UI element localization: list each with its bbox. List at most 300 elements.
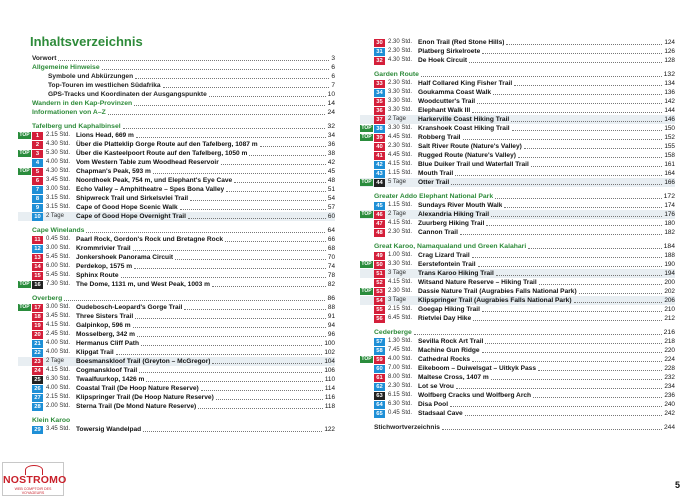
duration: 2.30 Std.	[388, 48, 413, 54]
entry-label: Overberg	[32, 295, 63, 302]
entry-label: Klein Karoo	[32, 417, 71, 424]
tour-name: Stadsaal Cave	[418, 410, 463, 417]
page-ref: 242	[664, 410, 675, 417]
tour-number-badge: 42	[374, 161, 385, 169]
toc-entry[interactable]	[374, 423, 675, 432]
tour-row[interactable]	[18, 271, 335, 280]
tour-row[interactable]	[18, 140, 335, 149]
tour-row[interactable]	[360, 373, 675, 382]
page-ref: 172	[663, 193, 675, 200]
duration: 2.30 Std.	[388, 143, 413, 149]
section-heading[interactable]	[32, 63, 335, 72]
tour-number-badge: 40	[374, 143, 385, 151]
tour-number-badge: 10	[32, 213, 43, 221]
tour-row[interactable]	[18, 357, 335, 366]
page-ref: 38	[327, 150, 335, 157]
tour-row[interactable]	[18, 203, 335, 212]
tour-name: Cape of Good Hope Scenic Walk	[76, 204, 178, 211]
tour-name: Boesmanskloof Trail (Greyton – McGregor)	[76, 358, 211, 365]
duration: 3.30 Std.	[388, 98, 413, 104]
leader-dots	[414, 330, 662, 335]
duration: 5.45 Std.	[46, 272, 71, 278]
page-ref: 176	[664, 211, 675, 218]
duration: 4.15 Std.	[388, 161, 413, 167]
duration: 7.30 Std.	[46, 281, 71, 287]
tour-row[interactable]	[360, 314, 675, 323]
page-ref: 66	[327, 236, 335, 243]
tour-number-badge: 51	[374, 270, 385, 278]
tour-row[interactable]	[360, 97, 675, 106]
section-heading[interactable]	[32, 122, 335, 131]
tour-number-badge: 31	[374, 48, 385, 56]
tour-row[interactable]	[360, 79, 675, 88]
right-column	[360, 38, 675, 432]
top-badge: TOP	[361, 356, 372, 362]
duration: 4.00 Std.	[46, 349, 71, 355]
duration: 4.15 Std.	[388, 220, 413, 226]
leader-dots	[533, 393, 662, 398]
tour-row[interactable]	[360, 88, 675, 97]
globe-icon	[25, 465, 43, 475]
page-ref: 180	[664, 220, 675, 227]
page-ref: 34	[327, 132, 335, 139]
tour-number-badge: 28	[32, 403, 43, 411]
top-badge: TOP	[361, 288, 372, 294]
tour-row[interactable]	[18, 375, 335, 384]
tour-row[interactable]	[360, 178, 675, 187]
tour-row[interactable]	[360, 115, 675, 124]
tour-row[interactable]	[18, 425, 335, 434]
tour-row[interactable]	[18, 131, 335, 140]
tour-number-badge: 21	[32, 340, 43, 348]
page-ref: 86	[327, 295, 335, 302]
leader-dots	[249, 151, 326, 156]
page-ref: 126	[664, 48, 675, 55]
tour-row[interactable]	[18, 262, 335, 271]
tour-row[interactable]	[18, 212, 335, 221]
tour-row[interactable]	[360, 133, 675, 142]
leader-dots	[472, 357, 662, 362]
leader-dots	[136, 133, 326, 138]
tour-row[interactable]	[360, 38, 675, 47]
tour-row[interactable]	[360, 47, 675, 56]
section-heading[interactable]	[32, 108, 335, 117]
tour-row[interactable]	[18, 384, 335, 393]
leader-dots	[141, 341, 322, 346]
duration: 4.00 Std.	[388, 356, 413, 362]
page-ref: 218	[664, 338, 675, 345]
tour-row[interactable]	[360, 355, 675, 364]
tour-name: Perdekop, 1575 m	[76, 263, 133, 270]
leader-dots	[472, 253, 663, 258]
tour-number-badge: 25	[32, 376, 43, 384]
duration: 4.45 Std.	[388, 134, 413, 140]
duration: 2 Tage	[46, 358, 64, 364]
tour-number-badge: 11	[32, 236, 43, 244]
page-number: 5	[675, 480, 681, 490]
duration: 4.15 Std.	[46, 322, 71, 328]
tour-number-badge: 12	[32, 245, 43, 253]
tour-name: Vom Western Table zum Woodhead Reservoir	[76, 159, 219, 166]
tour-number-badge: 61	[374, 374, 385, 382]
tour-row[interactable]	[18, 253, 335, 262]
duration: 3.15 Std.	[46, 195, 71, 201]
tour-name: Salt River Route (Nature's Valley)	[418, 143, 522, 150]
tour-row[interactable]	[360, 210, 675, 219]
tour-name: Sphinx Route	[76, 272, 119, 279]
page-ref: 128	[664, 57, 675, 64]
tour-row[interactable]	[360, 346, 675, 355]
tour-row[interactable]	[360, 382, 675, 391]
leader-dots	[524, 144, 663, 149]
tour-name: Elephant Walk III	[418, 107, 471, 114]
tour-number-badge: 63	[374, 392, 385, 400]
entry-label: Stichwortverzeichnis	[374, 424, 440, 431]
tour-name: Noordhoek Peak, 754 m, und Elephant's Eye Cave	[76, 177, 233, 184]
leader-dots	[86, 228, 325, 233]
tour-number-badge: 24	[32, 367, 43, 375]
tour-name: Krommrivier Trail	[76, 245, 131, 252]
leader-dots	[184, 305, 326, 310]
tour-name: Cathedral Rocks	[418, 356, 471, 363]
page-ref: 110	[324, 376, 335, 383]
duration: 5.30 Std.	[46, 150, 71, 156]
leader-dots	[493, 90, 662, 95]
leader-dots	[139, 368, 322, 373]
tour-row[interactable]	[360, 251, 675, 260]
tour-row[interactable]	[360, 409, 675, 418]
leader-dots	[539, 280, 663, 285]
page-ref: 6	[331, 64, 335, 71]
tour-row[interactable]	[360, 296, 675, 305]
tour-number-badge: 17	[32, 304, 43, 312]
section-heading[interactable]	[32, 99, 335, 108]
tour-name: Shipwreck Trail und Sirkelsvlei Trail	[76, 195, 189, 202]
duration: 2.30 Std.	[388, 229, 413, 235]
leader-dots	[514, 81, 662, 86]
tour-name: Enon Trail (Red Stone Hills)	[418, 39, 505, 46]
tour-row[interactable]	[18, 149, 335, 158]
tour-row[interactable]	[18, 321, 335, 330]
tour-row[interactable]	[18, 348, 335, 357]
duration: 4.45 Std.	[388, 152, 413, 158]
tour-row[interactable]	[18, 235, 335, 244]
leader-dots	[146, 377, 322, 382]
leader-dots	[143, 427, 322, 432]
tour-number-badge: 48	[374, 229, 385, 237]
leader-dots	[175, 255, 326, 260]
toc-entry[interactable]	[48, 81, 335, 90]
leader-dots	[451, 180, 662, 185]
page-ref: 188	[664, 252, 675, 259]
tour-row[interactable]	[360, 160, 675, 169]
page-ref: 212	[664, 315, 675, 322]
section-heading[interactable]	[374, 242, 675, 251]
section-heading[interactable]	[32, 294, 335, 303]
duration: 7.45 Std.	[388, 347, 413, 353]
page-ref: 70	[327, 254, 335, 261]
tour-number-badge: 58	[374, 347, 385, 355]
duration: 8.00 Std.	[388, 374, 413, 380]
leader-dots	[506, 40, 662, 45]
top-badge: TOP	[361, 179, 372, 185]
page-ref: 78	[327, 272, 335, 279]
tour-row[interactable]	[360, 400, 675, 409]
duration: 2.45 Std.	[46, 331, 71, 337]
duration: 3.45 Std.	[46, 177, 71, 183]
tour-number-badge: 45	[374, 202, 385, 210]
tour-number-badge: 16	[32, 281, 43, 289]
leader-dots	[442, 425, 662, 430]
top-badge: TOP	[361, 125, 372, 131]
page-ref: 122	[324, 426, 335, 433]
page-ref: 14	[327, 100, 335, 107]
leader-dots	[134, 101, 325, 106]
tour-row[interactable]	[360, 106, 675, 115]
tour-name: Goukamma Coast Walk	[418, 89, 492, 96]
tour-name: Eikeboom – Duiwelsgat – Uitkyk Pass	[418, 365, 537, 372]
tour-number-badge: 52	[374, 279, 385, 287]
page-ref: 94	[327, 322, 335, 329]
tour-number-badge: 35	[374, 98, 385, 106]
leader-dots	[198, 404, 323, 409]
entry-label: Allgemeine Hinweise	[32, 64, 100, 71]
tour-row[interactable]	[360, 169, 675, 178]
page-ref: 68	[327, 245, 335, 252]
leader-dots	[153, 169, 326, 174]
page-ref: 118	[324, 403, 335, 410]
entry-label: Symbole und Abkürzungen	[48, 73, 134, 80]
page-ref: 244	[663, 424, 675, 431]
leader-dots	[460, 230, 662, 235]
section-heading[interactable]	[32, 226, 335, 235]
tour-row[interactable]	[18, 366, 335, 375]
top-badge: TOP	[361, 211, 372, 217]
tour-name: Witsand Nature Reserve – Hiking Trail	[418, 279, 537, 286]
tour-row[interactable]	[18, 244, 335, 253]
entry-label: Vorwort	[32, 55, 57, 62]
leader-dots	[528, 244, 661, 249]
tour-row[interactable]	[360, 305, 675, 314]
leader-dots	[491, 212, 662, 217]
tour-name: De Hoek Circuit	[418, 57, 468, 64]
tour-number-badge: 14	[32, 263, 43, 271]
tour-name: Maltese Cross, 1407 m	[418, 374, 489, 381]
page-ref: 206	[664, 297, 675, 304]
section-heading[interactable]	[32, 416, 335, 425]
page-ref: 114	[324, 385, 335, 392]
tour-name: Oudebosch-Leopard's Gorge Trail	[76, 304, 183, 311]
tour-number-badge: 57	[374, 338, 385, 346]
section-heading[interactable]	[374, 328, 675, 337]
leader-dots	[482, 307, 662, 312]
tour-row[interactable]	[18, 330, 335, 339]
tour-row[interactable]	[360, 151, 675, 160]
tour-row[interactable]	[18, 280, 335, 289]
page-ref: 88	[327, 304, 335, 311]
tour-name: Three Sisters Trail	[76, 313, 134, 320]
tour-row[interactable]	[360, 228, 675, 237]
leader-dots	[64, 296, 325, 301]
toc-entry[interactable]	[48, 72, 335, 81]
page-ref: 234	[664, 383, 675, 390]
leader-dots	[260, 142, 326, 147]
tour-row[interactable]	[18, 339, 335, 348]
leader-dots	[456, 384, 662, 389]
page-ref: 24	[327, 109, 335, 116]
leader-dots	[491, 375, 663, 380]
page-ref: 6	[331, 73, 335, 80]
duration: 2.30 Std.	[388, 80, 413, 86]
page-ref: 216	[663, 329, 675, 336]
leader-dots	[472, 108, 662, 113]
tour-name: Mosselberg, 342 m	[76, 331, 136, 338]
tour-number-badge: 39	[374, 134, 385, 142]
tour-row[interactable]	[360, 278, 675, 287]
duration: 2.30 Std.	[388, 39, 413, 45]
tour-name: Dassie Nature Trail (Augrabies Falls National Park)	[418, 288, 577, 295]
page-ref: 155	[664, 143, 675, 150]
tour-number-badge: 8	[32, 195, 43, 203]
page-ref: 124	[664, 39, 675, 46]
tour-number-badge: 15	[32, 272, 43, 280]
section-heading[interactable]	[374, 70, 675, 79]
tour-row[interactable]	[360, 142, 675, 151]
duration: 3.00 Std.	[46, 304, 71, 310]
tour-name: Über die Platteklip Gorge Route auf den Tafelberg, 1087 m	[76, 141, 258, 148]
leader-dots	[579, 289, 663, 294]
leader-dots	[463, 135, 663, 140]
leader-dots	[135, 314, 326, 319]
tour-row[interactable]	[18, 167, 335, 176]
page-ref: 182	[664, 229, 675, 236]
page-ref: 134	[664, 80, 675, 87]
tour-row[interactable]	[18, 402, 335, 411]
duration: 2.15 Std.	[46, 132, 71, 138]
tour-number-badge: 34	[374, 89, 385, 97]
tour-row[interactable]	[360, 219, 675, 228]
tour-row[interactable]	[18, 158, 335, 167]
tour-row[interactable]	[360, 269, 675, 278]
page-ref: 200	[664, 279, 675, 286]
entry-label: Cape Winelands	[32, 227, 85, 234]
tour-number-badge: 13	[32, 254, 43, 262]
tour-row[interactable]	[360, 391, 675, 400]
page-ref: 102	[324, 349, 335, 356]
tour-row[interactable]	[360, 201, 675, 210]
entry-label: Top-Touren im westlichen Südafrika	[48, 82, 161, 89]
tour-name: Coastal Trail (De Hoop Nature Reserve)	[76, 385, 199, 392]
tour-number-badge: 9	[32, 204, 43, 212]
tour-number-badge: 27	[32, 394, 43, 402]
tour-number-badge: 54	[374, 297, 385, 305]
tour-row[interactable]	[360, 287, 675, 296]
tour-number-badge: 3	[32, 150, 43, 158]
page-ref: 144	[664, 107, 675, 114]
tour-number-badge: 32	[374, 57, 385, 65]
tour-name: Disa Pool	[418, 401, 449, 408]
duration: 2.15 Std.	[388, 306, 413, 312]
page-ref: 142	[664, 98, 675, 105]
leader-dots	[450, 402, 662, 407]
leader-dots	[121, 273, 326, 278]
page-ref: 57	[327, 204, 335, 211]
duration: 3 Tage	[388, 297, 406, 303]
tour-row[interactable]	[18, 393, 335, 402]
page-ref: 236	[664, 392, 675, 399]
page-ref: 64	[327, 227, 335, 234]
duration: 6.15 Std.	[388, 392, 413, 398]
page-ref: 36	[327, 141, 335, 148]
tour-row[interactable]	[360, 337, 675, 346]
leader-dots	[163, 83, 330, 88]
leader-dots	[421, 72, 662, 77]
tour-number-badge: 23	[32, 358, 43, 366]
tour-row[interactable]	[360, 364, 675, 373]
leader-dots	[511, 117, 662, 122]
page-ref: 146	[664, 116, 675, 123]
tour-number-badge: 38	[374, 125, 385, 133]
tour-name: Kranshoek Coast Hiking Trail	[418, 125, 510, 132]
tour-number-badge: 19	[32, 322, 43, 330]
tour-number-badge: 36	[374, 107, 385, 115]
entry-label: Wandern in den Kap-Provinzen	[32, 100, 133, 107]
tour-number-badge: 5	[32, 168, 43, 176]
section-heading[interactable]	[374, 192, 675, 201]
page-ref: 150	[664, 125, 675, 132]
page-ref: 10	[327, 91, 335, 98]
duration: 1.15 Std.	[388, 202, 413, 208]
tour-number-badge: 49	[374, 252, 385, 260]
top-badge: TOP	[19, 150, 30, 156]
page-ref: 32	[327, 123, 335, 130]
tour-name: Cape of Good Hope Overnight Trail	[76, 213, 186, 220]
tour-row[interactable]	[18, 312, 335, 321]
page-ref: 220	[664, 347, 675, 354]
duration: 2.30 Std.	[388, 288, 413, 294]
page-ref: 106	[324, 367, 335, 374]
leader-dots	[465, 411, 663, 416]
tour-row[interactable]	[18, 194, 335, 203]
leader-dots	[180, 205, 326, 210]
toc-entry[interactable]	[32, 54, 335, 63]
tour-name: The Dome, 1131 m, und West Peak, 1003 m	[76, 281, 211, 288]
tour-number-badge: 46	[374, 211, 385, 219]
toc-entry[interactable]	[48, 90, 335, 99]
tour-row[interactable]	[18, 303, 335, 312]
page-ref: 82	[327, 281, 335, 288]
tour-row[interactable]	[360, 260, 675, 269]
tour-row[interactable]	[360, 56, 675, 65]
page-ref: 54	[327, 195, 335, 202]
leader-dots	[209, 92, 326, 97]
tour-number-badge: 7	[32, 186, 43, 194]
tour-number-badge: 44	[374, 179, 385, 187]
page-title: Inhaltsverzeichnis	[30, 34, 143, 49]
leader-dots	[477, 99, 662, 104]
tour-number-badge: 60	[374, 365, 385, 373]
duration: 0.45 Std.	[388, 410, 413, 416]
tour-row[interactable]	[18, 176, 335, 185]
tour-number-badge: 29	[32, 426, 43, 434]
tour-row[interactable]	[18, 185, 335, 194]
tour-name: Towersig Wandelpad	[76, 426, 142, 433]
leader-dots	[496, 271, 662, 276]
tour-row[interactable]	[360, 124, 675, 133]
tour-name: Sevilla Rock Art Trail	[418, 338, 484, 345]
page-ref: 184	[663, 243, 675, 250]
tour-name: Über die Kasteelpoort Route auf den Tafelberg, 1050 m	[76, 150, 248, 157]
